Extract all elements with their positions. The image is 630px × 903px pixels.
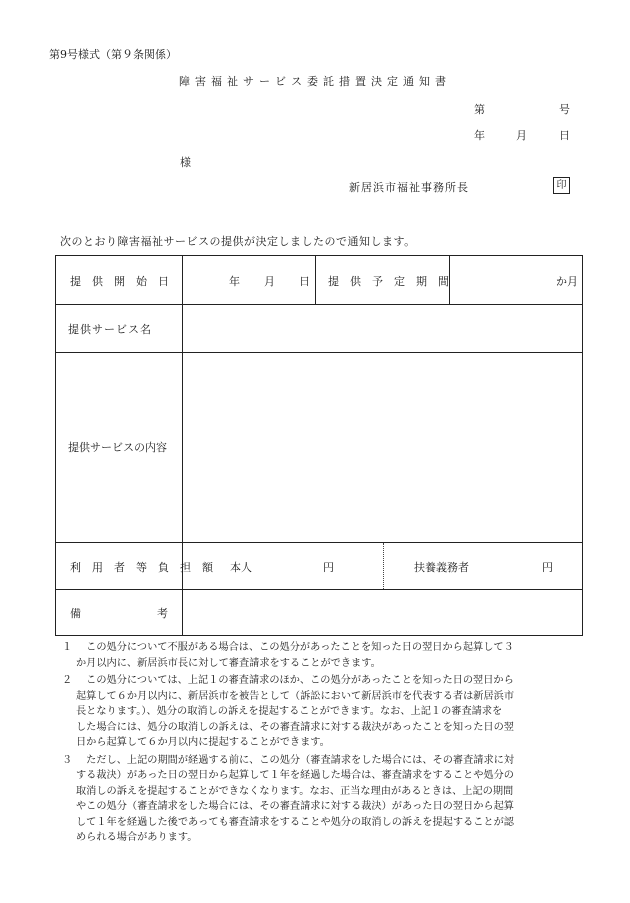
table-row-divider (56, 304, 582, 305)
label-column-divider (182, 256, 183, 635)
note-line: やこの処分（審査請求をした場合には、その審査請求に対する裁決）があった日の翌日から起算 (76, 801, 514, 812)
number-prefix: 第 (474, 103, 485, 116)
remarks-label-1: 備 (70, 607, 81, 620)
self-label: 本人 (230, 561, 252, 574)
note-number: ２ (62, 675, 73, 686)
note-line: められる場合があります。 (76, 832, 198, 843)
burden-label: 利 用 者 等 負 担 額 (70, 561, 213, 574)
date-year-label: 年 (474, 129, 485, 142)
supporter-unit: 円 (542, 561, 553, 574)
service-name-label: 提供サービス名 (68, 323, 152, 336)
note-line: 日から起算して６か月以内に提起することができます。 (76, 737, 330, 748)
start-year-label: 年 (229, 275, 240, 288)
start-date-label: 提 供 開 始 日 (70, 275, 169, 288)
note-line: か月以内に、新居浜市長に対して審査請求をすることができます。 (76, 657, 381, 669)
note-line: 取消しの訴えを提起することができなくなります。なお、正当な理由があるときは、上記の期間 (76, 785, 514, 797)
service-content-label: 提供サービスの内容 (68, 441, 167, 454)
burden-dotted-divider (383, 543, 384, 589)
remarks-label-2: 考 (157, 607, 168, 620)
recipient-honorific: 様 (180, 156, 191, 169)
note-line: する裁決）があった日の翌日から起算して１年を経過した場合は、審査請求をすることや処分の (76, 770, 514, 781)
number-suffix: 号 (559, 103, 570, 116)
seal-stamp: 印 (553, 177, 570, 194)
note-line: この処分について不服がある場合は、この処分があったことを知った日の翌日から起算して３ (76, 642, 514, 653)
row1-divider (315, 256, 316, 304)
notes-section (62, 640, 587, 848)
form-table (55, 255, 583, 636)
issuer-name: 新居浜市福祉事務所長 (349, 181, 469, 194)
table-row-divider (56, 352, 582, 353)
note-line: 長となります。）、処分の取消しの訴えを提起することができます。なお、上記１の審査請求を (76, 706, 503, 717)
note-line: した場合には、処分の取消しの訴えは、その審査請求に対する裁決があったことを知った日の翌 (76, 721, 514, 733)
note-line: して１年を経過した後であっても審査請求をすることや処分の取消しの訴えを提起することが認 (76, 816, 514, 828)
note-line: ただし、上記の期間が経過する前に、この処分（審査請求をした場合には、その審査請求に対 (76, 754, 515, 766)
note-item (62, 673, 587, 751)
note-item (62, 753, 587, 846)
note-line: 起算して６か月以内に、新居浜市を被告として（訴訟において新居浜市を代表する者は新居浜市 (76, 690, 515, 702)
period-label: 提 供 予 定 期 間 (328, 275, 449, 288)
start-day-label: 日 (299, 275, 310, 288)
start-month-label: 月 (264, 275, 275, 288)
intro-text: 次のとおり障害福祉サービスの提供が決定しましたので通知します。 (60, 235, 416, 248)
date-month-label: 月 (516, 129, 527, 142)
supporter-label: 扶養義務者 (414, 561, 469, 574)
table-row-divider (56, 542, 582, 543)
note-number: １ (62, 642, 73, 653)
document-title: 障害福祉サービス委託措置決定通知書 (179, 75, 451, 88)
row1-divider (449, 256, 450, 304)
date-day-label: 日 (559, 129, 570, 142)
form-number: 第9号様式（第９条関係） (49, 48, 177, 61)
note-number: ３ (62, 754, 73, 766)
note-line: この処分については、上記１の審査請求のほか、この処分があったことを知った日の翌日から (76, 675, 514, 686)
period-unit: か月 (556, 275, 578, 288)
self-unit: 円 (323, 561, 334, 574)
table-row-divider (56, 589, 582, 590)
note-item (62, 640, 587, 671)
